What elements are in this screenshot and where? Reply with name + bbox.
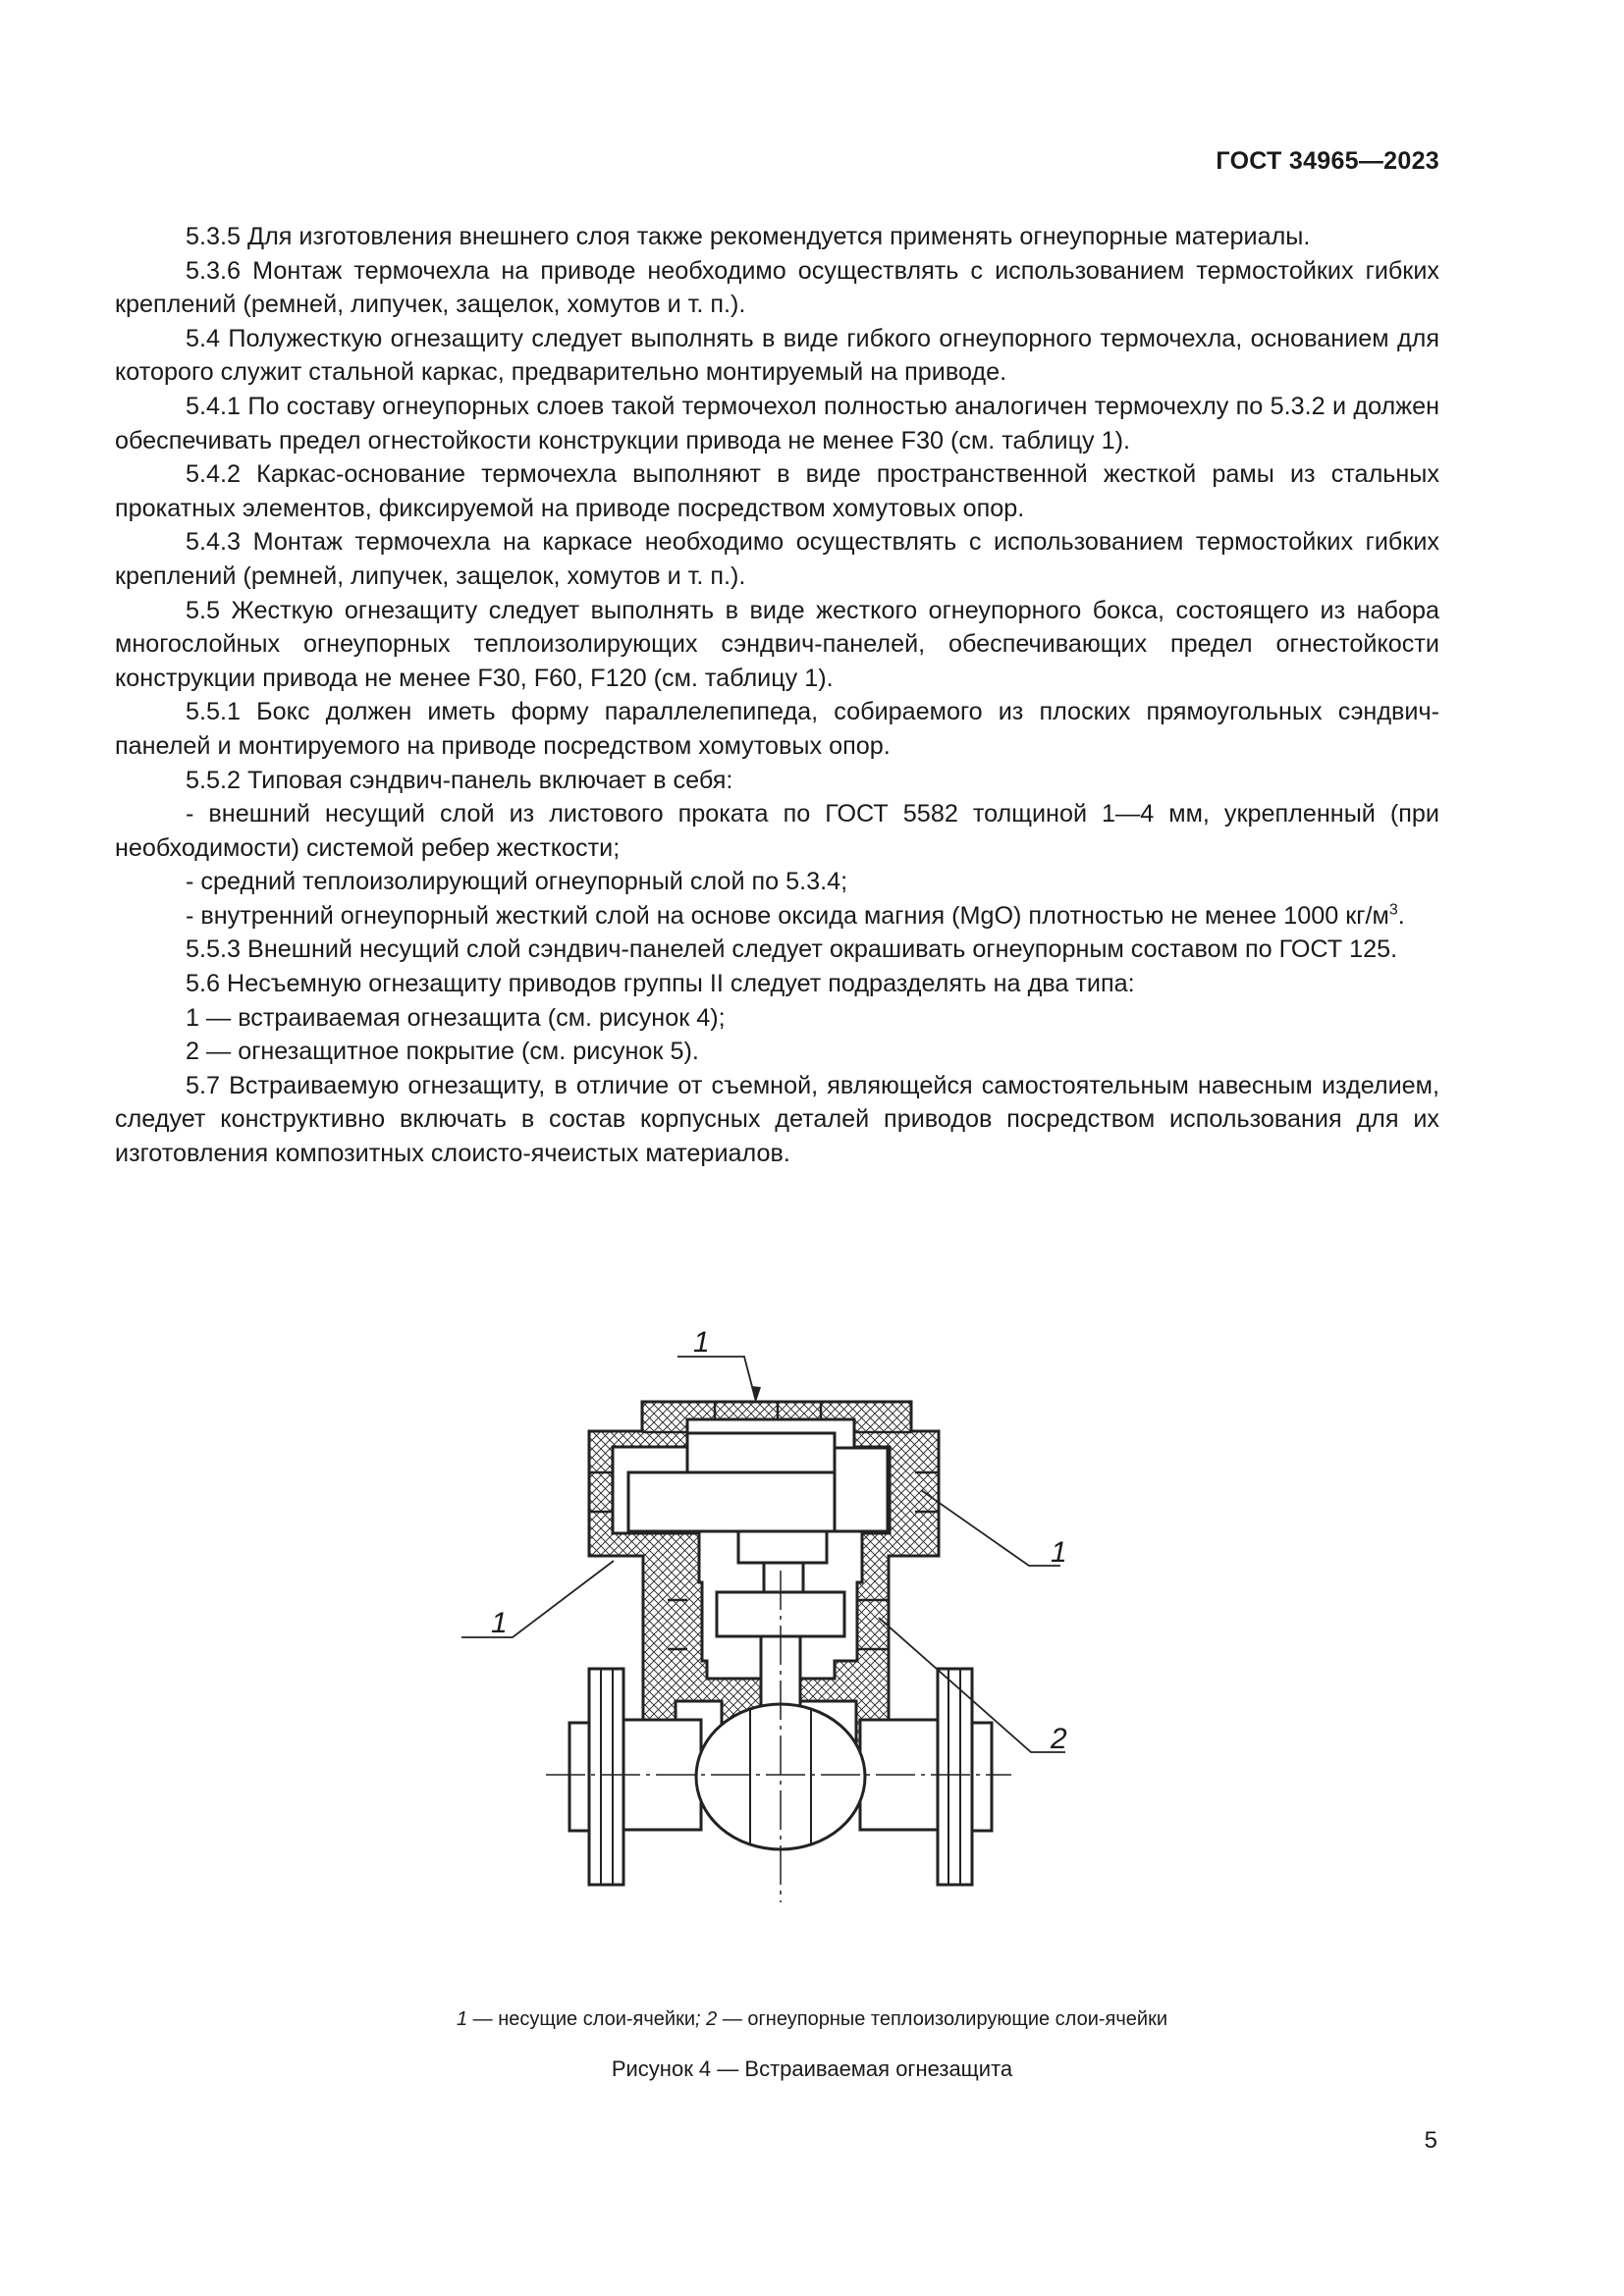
- legend-text-1: — несущие слои-ячейки: [467, 2008, 696, 2030]
- paragraph: 5.5.2 Типовая сэндвич-панель включает в себя:: [186, 766, 733, 794]
- leader-arrow-dots: [751, 1386, 761, 1402]
- label-left: 1: [491, 1607, 508, 1639]
- paragraph: 5.4.3 Монтаж термочехла на каркасе необходимо осуществлять с использованием термостойких гибких креплений (ремней, липучек, защелок, хомутов и т. п.).: [115, 528, 1439, 590]
- mgo-text: - внутренний огнеупорный жесткий слой на основе оксида магния (MgO) плотностью не менее 1000 кг/м: [186, 901, 1389, 930]
- actuator-top: [687, 1433, 835, 1472]
- valve-drawing: [461, 1325, 1090, 1914]
- label-right: 1: [1051, 1536, 1067, 1569]
- legend-num-2: 2: [706, 2008, 718, 2030]
- figure-4: [461, 1325, 1090, 1914]
- flange-right-outer: [972, 1723, 992, 1831]
- mgo-superscript: 3: [1388, 901, 1398, 919]
- paragraph: 5.3.5 Для изготовления внешнего слоя также рекомендуется применять огнеупорные материалы.: [186, 223, 1311, 250]
- paragraph: 5.5.1 Бокс должен иметь форму параллелепипеда, собираемого из плоских прямоугольных сэндвич-панелей и монтируемого на приводе посредством хомутовых опор.: [115, 698, 1439, 760]
- page-number: 5: [1424, 2127, 1437, 2154]
- paragraph: 5.5.3 Внешний несущий слой сэндвич-панелей следует окрашивать огнеупорным составом по ГОСТ 125.: [186, 935, 1398, 964]
- flange-left: [589, 1669, 623, 1885]
- body-text: [115, 220, 1439, 1171]
- legend-separator: ;: [695, 2008, 707, 2030]
- figure-caption: Рисунок 4 — Встраиваемая огнезащита: [611, 2056, 1013, 2081]
- paragraph: 5.3.6 Монтаж термочехла на приводе необходимо осуществлять с использованием термостойких гибких креплений (ремней, липучек, защелок, хомутов и т. п.).: [115, 256, 1439, 319]
- actuator-neck: [738, 1531, 827, 1563]
- actuator-stem-upper: [764, 1563, 803, 1592]
- actuator-right: [835, 1448, 888, 1531]
- paragraph: 1 — встраиваемая огнезащита (см. рисунок 4);: [186, 1003, 726, 1032]
- paragraph: - внешний несущий слой из листового проката по ГОСТ 5582 толщиной 1—4 мм, укрепленный (при необходимости) системой ребер жесткости;: [115, 800, 1439, 862]
- figure-legend: [0, 2008, 1624, 2031]
- legend-num-1: 1: [456, 2008, 468, 2030]
- paragraph: - средний теплоизолирующий огнеупорный слой по 5.3.4;: [186, 868, 848, 896]
- paragraph: 5.6 Несъемную огнезащиту приводов группы II следует подразделять на два типа:: [186, 970, 1135, 998]
- flange-left-outer: [569, 1723, 589, 1831]
- label-top: 1: [693, 1326, 710, 1359]
- paragraph-mgo: [115, 899, 1439, 934]
- paragraph: 5.4.1 По составу огнеупорных слоев такой термочехол полностью аналогичен термочехлу по 5.3.2 и должен обеспечивать предел огнестойкости конструкции привода не менее F30 (см. таблицу 1).: [115, 392, 1439, 454]
- paragraph: 5.4 Полужесткую огнезащиту следует выполнять в виде гибкого огнеупорного термочехла, основанием для которого служит стальной каркас, предварительно монтируемый на приводе.: [115, 324, 1439, 387]
- flange-right: [938, 1669, 972, 1885]
- label-bottom-right: 2: [1051, 1723, 1067, 1755]
- actuator-main: [628, 1472, 835, 1531]
- document-header: ГОСТ 34965—2023: [1216, 147, 1439, 175]
- paragraph: 5.7 Встраиваемую огнезащиту, в отличие от съемной, являющейся самостоятельным навесным изделием, следует конструктивно включать в состав корпусных деталей приводов посредством использования для их изготовления композитных слоисто-ячеистых материалов.: [115, 1071, 1439, 1168]
- paragraph: 2 — огнезащитное покрытие (см. рисунок 5).: [186, 1038, 699, 1066]
- legend-text-2: — огнеупорные теплоизолирующие слои-ячейки: [717, 2008, 1167, 2030]
- paragraph: 5.4.2 Каркас-основание термочехла выполняют в виде пространственной жесткой рамы из стальных прокатных элементов, фиксируемой на приводе посредством хомутовых опор.: [115, 460, 1439, 522]
- mgo-end: .: [1397, 901, 1405, 930]
- paragraph: 5.5 Жесткую огнезащиту следует выполнять в виде жесткого огнеупорного бокса, состоящего из набора многослойных огнеупорных теплоизолирующих сэндвич-панелей, обеспечивающих предел огнестойкости конструкции привода не менее F30, F60, F120 (см. таблицу 1).: [115, 596, 1439, 692]
